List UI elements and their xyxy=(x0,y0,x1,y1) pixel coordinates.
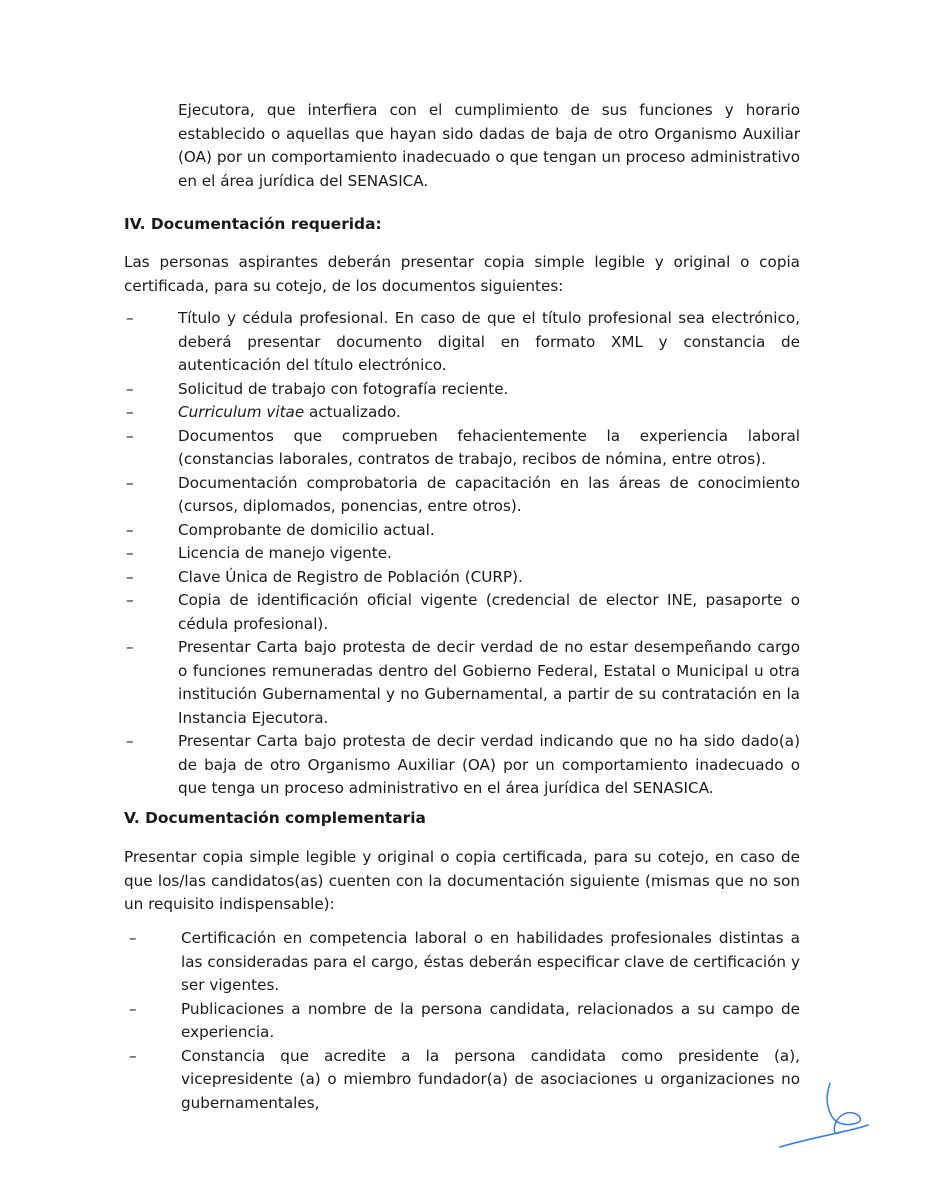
list-item: – Clave Única de Registro de Población (CURP). xyxy=(124,566,800,590)
dash-bullet: – xyxy=(126,567,134,586)
dash-bullet: – xyxy=(126,473,134,492)
required-documents-list xyxy=(124,307,800,801)
dash-bullet: – xyxy=(126,544,134,562)
dash-bullet: – xyxy=(126,638,134,656)
dash-bullet: – xyxy=(126,379,134,398)
list-item: – Copia de identificación oficial vigente (credencial de elector INE, pasaporte o cédula profesional). xyxy=(126,591,800,633)
list-item: – Constancia que acredite a la persona candidata como presidente (a), vicepresidente (a) o miembro fundador(a) de asociaciones u organizaciones no gubernamentales, xyxy=(129,1046,800,1112)
dash-bullet: – xyxy=(126,591,134,609)
dash-bullet: – xyxy=(126,426,134,445)
dash-bullet: – xyxy=(129,929,137,947)
section-iv-heading: IV. Documentación requerida: xyxy=(124,215,382,233)
dash-bullet: – xyxy=(126,309,134,327)
list-item: – Licencia de manejo vigente. xyxy=(124,542,800,566)
list-item: – Documentación comprobatoria de capacitación en las áreas de conocimiento (cursos, diplomados, ponencias, entre otros). xyxy=(126,473,800,515)
list-item: – Curriculum vitae actualizado. xyxy=(124,401,800,425)
list-item: – Solicitud de trabajo con fotografía reciente. xyxy=(124,378,800,402)
list-item: – Comprobante de domicilio actual. xyxy=(124,519,800,543)
dash-bullet: – xyxy=(126,403,134,421)
list-item: – Título y cédula profesional. En caso de que el título profesional sea electrónico, deberá presentar documento digital en formato XML y constancia de autenticación del título electrónico. xyxy=(126,309,800,374)
list-item: – Certificación en competencia laboral o en habilidades profesionales distintas a las consideradas para el cargo, éstas deberán especificar clave de certificación y ser vigentes. xyxy=(129,929,800,994)
list-item: – Presentar Carta bajo protesta de decir verdad indicando que no ha sido dado(a) de baja de otro Organismo Auxiliar (OA) por un comportamiento inadecuado o que tenga un proceso administrativo en el área jurídica del SENASICA. xyxy=(126,732,800,797)
dash-bullet: – xyxy=(129,1046,137,1065)
dash-bullet: – xyxy=(129,999,137,1018)
dash-bullet: – xyxy=(126,732,134,750)
section-iv-paragraph: Las personas aspirantes deberán presentar copia simple legible y original o copia certificada, para su cotejo, de los documentos siguientes: xyxy=(124,253,800,295)
list-item: – Documentos que comprueben fehacientemente la experiencia laboral (constancias laborales, contratos de trabajo, recibos de nómina, entre otros). xyxy=(126,426,800,468)
dash-bullet: – xyxy=(126,520,134,539)
section-v-paragraph: Presentar copia simple legible y original o copia certificada, para su cotejo, en caso de que los/las candidatos(as) cuenten con la documentación siguiente (mismas que no son un requisito indispensable): xyxy=(124,848,800,913)
list-item: – Presentar Carta bajo protesta de decir verdad de no estar desempeñando cargo o funciones remuneradas dentro del Gobierno Federal, Estatal o Municipal u otra institución Gubernamental y no Gubernamental, a partir de su contratación en la Instancia Ejecutora. xyxy=(126,638,800,727)
signature-icon xyxy=(775,1075,875,1155)
section-v-heading: V. Documentación complementaria xyxy=(124,809,426,827)
curriculum-vitae-text: Curriculum vitae xyxy=(178,403,305,421)
complementary-documents-list xyxy=(127,927,800,1115)
intro-paragraph: Ejecutora, que interfiera con el cumplimiento de sus funciones y horario establecido o aquellas que hayan sido dadas de baja de otro Organismo Auxiliar (OA) por un comportamiento inadecuado o que tengan un proceso administrativo en el área jurídica del SENASICA. xyxy=(178,101,800,190)
list-item: – Publicaciones a nombre de la persona candidata, relacionados a su campo de experiencia. xyxy=(129,999,800,1041)
